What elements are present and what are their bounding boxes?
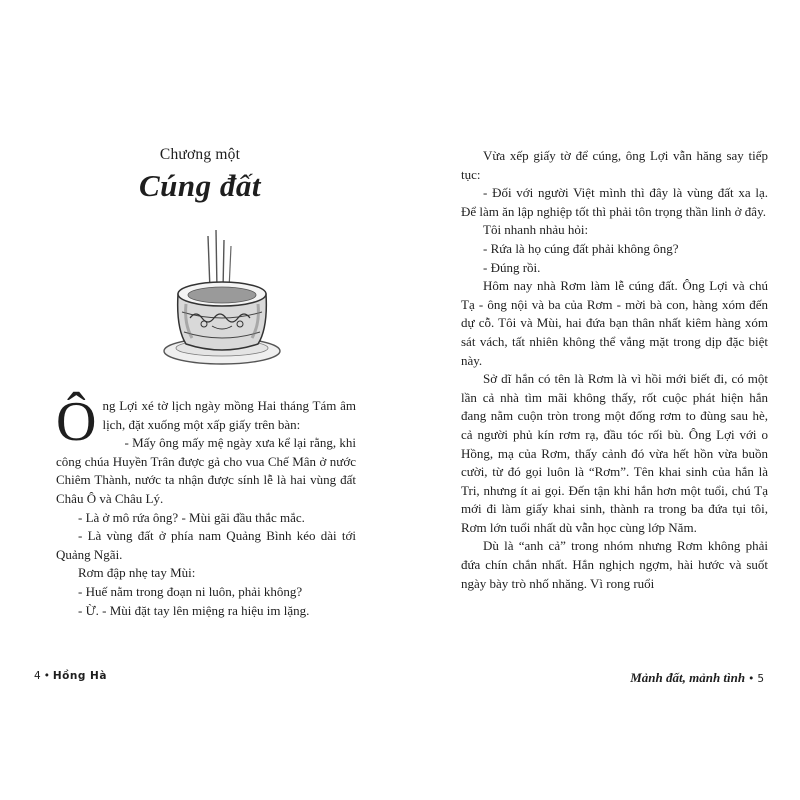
paragraph: Rơm đập nhẹ tay Mùi: [78,565,196,581]
paragraph: - Mấy ông mấy mệ ngày xưa kể lại rằng, khi công chúa Huyền Trân được gả cho vua Chế Mân ở nước Chiêm Thành, nước ta nhận được sính lễ là hai vùng đất Châu Ô và Châu Lý. [56,435,356,506]
right-page-text [461,147,768,593]
paragraph-text: ng Lợi xé tờ lịch ngày mồng Hai tháng Tám âm lịch, đặt xuống một xấp giấy trên bàn: [102,398,356,432]
paragraph: - Đối với người Việt mình thì đây là vùng đất xa lạ. Để làm ăn lập nghiệp tốt thì phải tôn trọng thần linh ở đây. [461,185,768,219]
left-page-footer [34,670,107,682]
paragraph: Hôm nay nhà Rơm làm lễ cúng đất. Ông Lợi và chú Tạ - ông nội và ba của Rơm - mời bà con, hàng xóm đến dự cỗ. Tôi và Mùi, hai đứa bạn thân nhất kiêm hàng xóm sát vách, tất nhiên không thể vắng mặt trong dịp đặc biệt này. [461,278,768,368]
page-number: 5 [757,673,764,685]
paragraph: Sở dĩ hắn có tên là Rơm là vì hồi mới biết đi, có một lần cả nhà tìm mãi không thấy, rốt cuộc phát hiện hắn đang nằm cuộn tròn trong một đống rơm to đùng sau hè, cả người phủ kín rơm rạ, đầu tóc rối bù. Ông Lợi với o Hồng, mạ của Rơm, thấy cảnh đó vừa hết hồn vừa buồn cười, từ đó gọi luôn là “Rơm”. Tên khai sinh của hắn là Tri, nhưng ít ai gọi. Đến tận khi hắn hơn một tuổi, chú Tạ mới đi làm giấy khai sinh, thành ra trong ba đứa tụi tôi, Rơm lớn tuổi nhất dù vẫn học cùng lớp Năm. [461,371,768,535]
chapter-label: Chương một [159,146,241,163]
paragraph: - Rứa là họ cúng đất phải không ông? [483,240,679,256]
right-page-footer [630,670,764,686]
page-number: 4 [34,670,41,682]
author-name: Hồng Hà [52,670,107,682]
left-page-text [56,391,356,620]
paragraph: - Là ở mô rứa ông? - Mùi gãi đầu thắc mắc. [78,509,305,525]
chapter-title: Cúng đất [138,168,262,203]
paragraph: - Huế nằm trong đoạn ni luôn, phải không? [78,583,303,599]
footer-separator: • [43,670,50,682]
paragraph-opening [56,391,356,453]
paragraph: - Đúng rồi. [483,259,541,275]
footer-separator: • [748,673,755,685]
incense-burner-icon [160,228,285,368]
paragraph: Dù là “anh cả” trong nhóm nhưng Rơm không phải đứa chín chắn nhất. Hắn nghịch ngợm, hài hước và suốt ngày bày trò nhố nhăng. Vì rong ruổi [461,538,768,591]
paragraph: Tôi nhanh nhảu hỏi: [483,222,589,238]
paragraph: - Là vùng đất ở phía nam Quảng Bình kéo dài tới Quảng Ngãi. [56,528,356,562]
book-title: Mảnh đất, mảnh tình [630,670,746,685]
drop-cap: Ô [56,391,97,453]
paragraph: - Ừ. - Mùi đặt tay lên miệng ra hiệu im lặng. [78,602,310,618]
paragraph: Vừa xếp giấy tờ để cúng, ông Lợi vẫn hăng say tiếp tục: [461,148,768,182]
